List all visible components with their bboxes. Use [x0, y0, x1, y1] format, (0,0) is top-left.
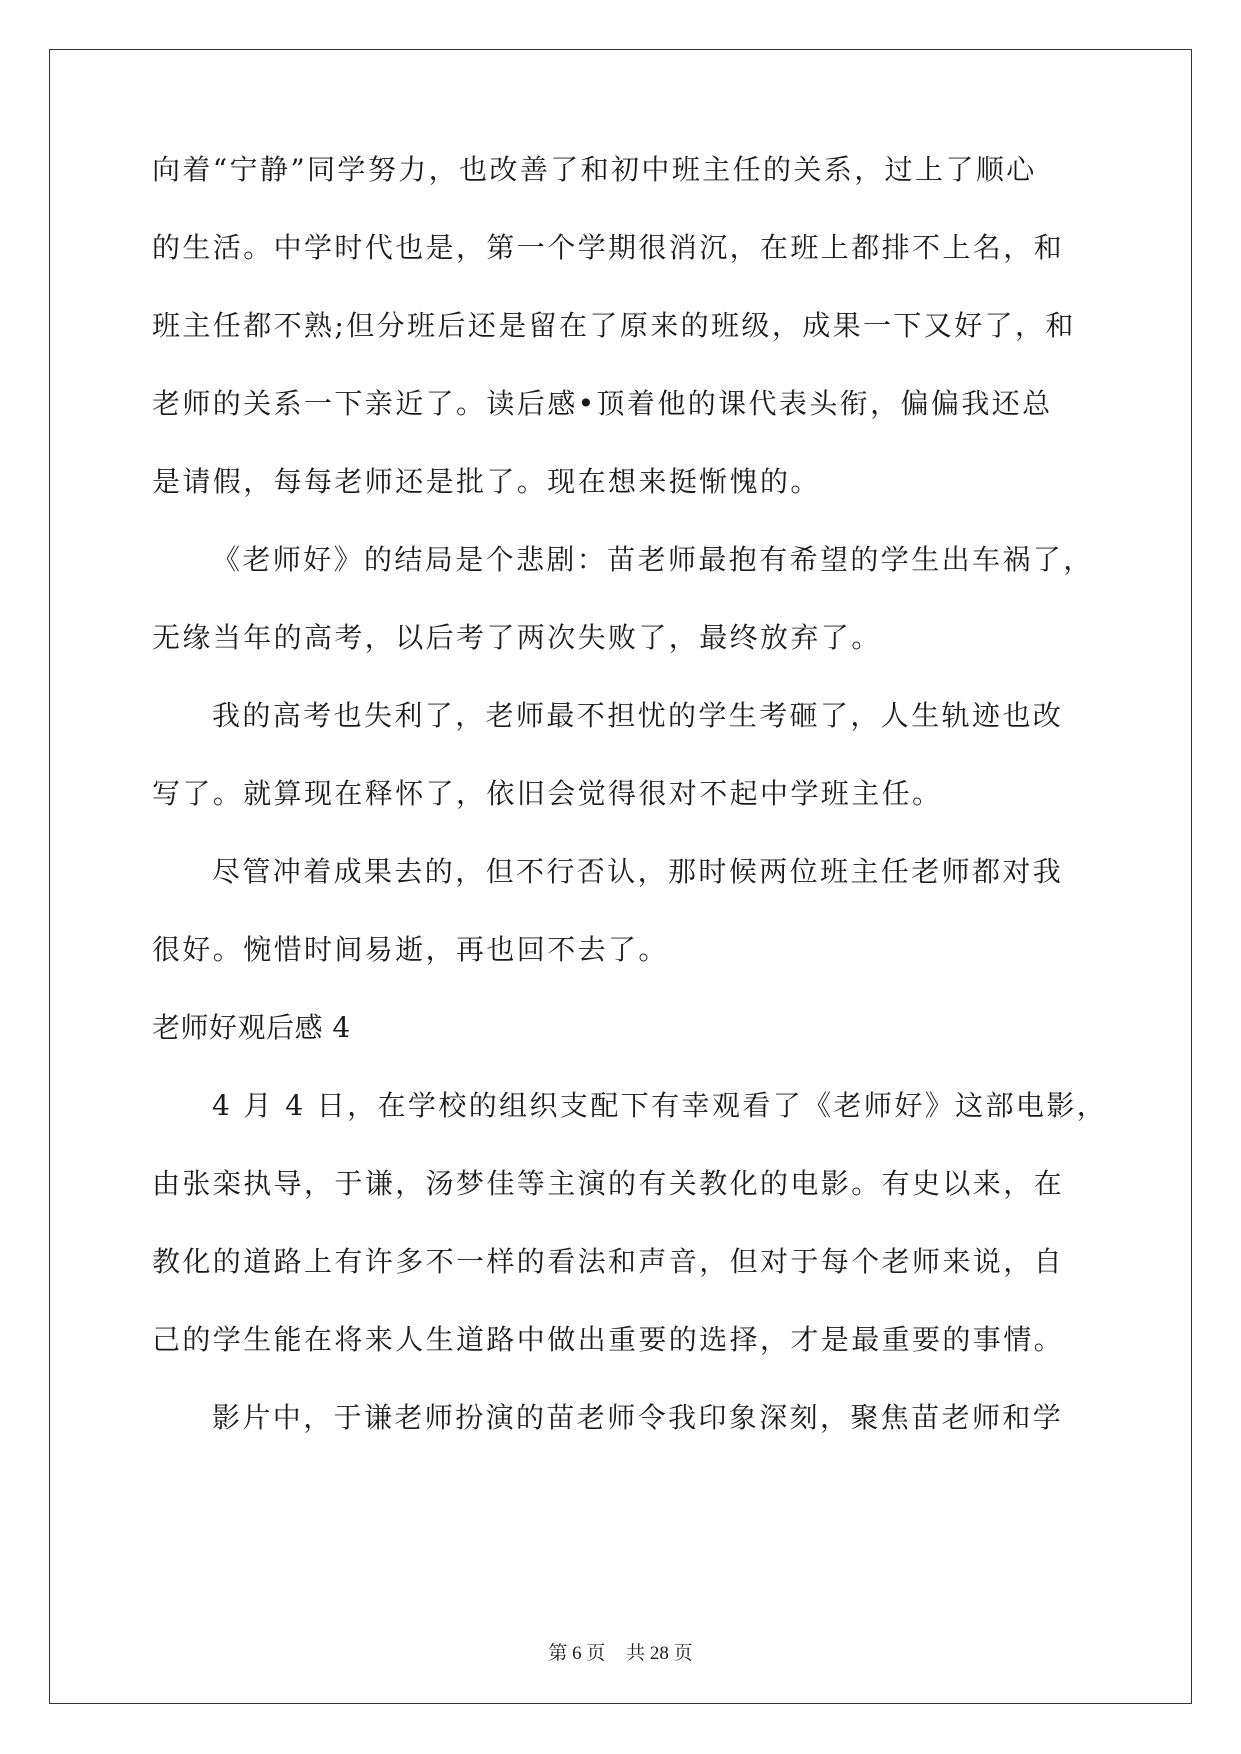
- paragraph-line: 写了。就算现在释怀了，依旧会觉得很对不起中学班主任。: [152, 777, 943, 810]
- paragraph-line: 是请假，每每老师还是批了。现在想来挺惭愧的。: [152, 465, 821, 498]
- paragraph-line: 的生活。中学时代也是，第一个学期很消沉，在班上都排不上名，和: [152, 231, 1065, 264]
- paragraph-line: 4 月 4 日，在学校的组织支配下有幸观看了《老师好》这部电影，: [212, 1089, 1108, 1122]
- paragraph-line: 很好。惋惜时间易逝，再也回不去了。: [152, 933, 669, 966]
- paragraph-line: 尽管冲着成果去的，但不行否认，那时候两位班主任老师都对我: [212, 855, 1064, 888]
- paragraph-line: 班主任都不熟;但分班后还是留在了原来的班级，成果一下又好了，和: [152, 309, 1076, 342]
- paragraph-line: 老师的关系一下亲近了。读后感•顶着他的课代表头衔，偏偏我还总: [152, 387, 1053, 420]
- paragraph-line: 《老师好》的结局是个悲剧：苗老师最抱有希望的学生出车祸了，: [212, 543, 1094, 576]
- section-heading: 老师好观后感 4: [152, 1011, 351, 1044]
- paragraph-line: 向着“宁静”同学努力，也改善了和初中班主任的关系，过上了顺心: [152, 153, 1037, 186]
- paragraph-line: 教化的道路上有许多不一样的看法和声音，但对于每个老师来说，自: [152, 1245, 1065, 1278]
- page-footer: [0, 1642, 1241, 1666]
- paragraph-line: 己的学生能在将来人生道路中做出重要的选择，才是最重要的事情。: [152, 1323, 1065, 1356]
- paragraph-line: 我的高考也失利了，老师最不担忧的学生考砸了，人生轨迹也改: [212, 699, 1064, 732]
- paragraph-line: 由张栾执导，于谦，汤梦佳等主演的有关教化的电影。有史以来，在: [152, 1167, 1065, 1200]
- paragraph-line: 无缘当年的高考，以后考了两次失败了，最终放弃了。: [152, 621, 882, 654]
- paragraph-line: 影片中，于谦老师扮演的苗老师令我印象深刻，聚焦苗老师和学: [212, 1401, 1064, 1434]
- page-number: 第 6 页: [548, 1643, 606, 1664]
- page-total: 共 28 页: [626, 1643, 693, 1664]
